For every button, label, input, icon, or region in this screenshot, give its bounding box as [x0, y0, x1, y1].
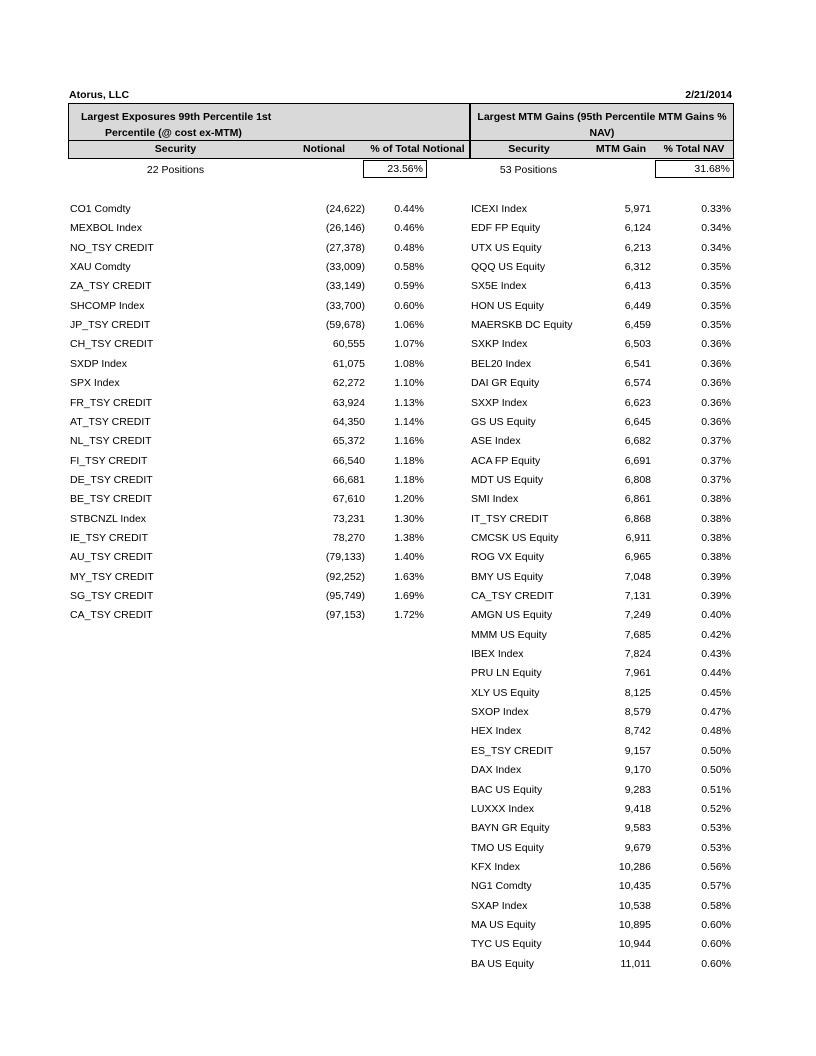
notional-cell: 66,540 — [332, 454, 365, 467]
pct-cell: 0.38% — [701, 512, 731, 525]
notional-cell: (95,749) — [325, 590, 365, 602]
pct-cell: 0.50% — [701, 744, 731, 757]
mtm-gain-cell: 6,691 — [624, 454, 651, 467]
security-cell: DAX Index — [471, 764, 522, 777]
notional-cell: 66,681 — [332, 473, 365, 486]
security-cell: EDF FP Equity — [471, 222, 541, 235]
pct-cell: 1.20% — [394, 493, 424, 506]
security-cell: HON US Equity — [471, 299, 544, 312]
security-cell: GS US Equity — [471, 415, 536, 428]
mtm-gain-cell: 6,868 — [624, 512, 651, 525]
security-cell: TYC US Equity — [471, 938, 542, 951]
pct-cell: 0.60% — [701, 918, 731, 931]
pct-cell: 0.36% — [701, 377, 731, 390]
pct-cell: 0.38% — [701, 493, 731, 506]
pct-cell: 1.18% — [394, 454, 424, 467]
security-cell: BAC US Equity — [471, 783, 543, 796]
security-cell: AMGN US Equity — [471, 609, 553, 622]
right-total-pct: 31.68% — [655, 160, 734, 178]
pct-cell: 0.53% — [701, 841, 731, 854]
security-cell: SPX Index — [70, 377, 120, 390]
mtm-gain-cell: 5,971 — [624, 203, 651, 215]
col-header-notional: Notional — [282, 141, 367, 159]
mtm-gain-cell: 9,170 — [624, 764, 651, 777]
left-total-pct: 23.56% — [363, 160, 427, 178]
pct-cell: 1.14% — [394, 415, 424, 428]
pct-cell: 0.39% — [701, 570, 731, 583]
notional-cell: 63,924 — [332, 396, 365, 409]
security-cell: KFX Index — [471, 860, 521, 873]
pct-cell: 1.06% — [394, 319, 424, 332]
security-cell: ICEXI Index — [471, 203, 528, 215]
pct-cell: 0.36% — [701, 357, 731, 370]
pct-cell: 1.69% — [394, 590, 424, 602]
security-cell: SG_TSY CREDIT — [70, 590, 154, 602]
security-cell: DE_TSY CREDIT — [70, 473, 153, 486]
pct-cell: 0.59% — [394, 280, 424, 293]
mtm-gain-cell: 7,961 — [624, 667, 651, 680]
mtm-gain-cell: 6,574 — [624, 377, 651, 390]
pct-cell: 0.44% — [394, 203, 424, 215]
notional-cell: (33,700) — [325, 299, 365, 312]
mtm-gain-cell: 7,048 — [624, 570, 651, 583]
security-cell: MDT US Equity — [471, 473, 544, 486]
security-cell: MEXBOL Index — [70, 222, 142, 235]
mtm-gain-cell: 8,125 — [624, 686, 651, 699]
security-cell: PRU LN Equity — [471, 667, 542, 680]
mtm-gain-cell: 10,435 — [618, 880, 651, 893]
col-header-security-right: Security — [469, 141, 588, 159]
mtm-gain-cell: 6,449 — [624, 299, 651, 312]
security-cell: SX5E Index — [471, 280, 527, 293]
pct-cell: 0.34% — [701, 222, 731, 235]
mtm-gain-cell: 9,583 — [624, 822, 651, 835]
security-cell: ZA_TSY CREDIT — [70, 280, 152, 293]
company-name: Atorus, LLC — [69, 89, 130, 101]
security-cell: AT_TSY CREDIT — [70, 415, 151, 428]
security-cell: CO1 Comdty — [70, 203, 131, 215]
pct-cell: 0.36% — [701, 415, 731, 428]
pct-cell: 0.52% — [701, 802, 731, 815]
notional-cell: (27,378) — [325, 241, 365, 254]
mtm-gain-cell: 10,286 — [618, 860, 651, 873]
pct-cell: 0.36% — [701, 396, 731, 409]
notional-cell: (33,009) — [325, 261, 365, 274]
pct-cell: 1.16% — [394, 435, 424, 448]
notional-cell: (59,678) — [325, 319, 365, 332]
pct-cell: 0.53% — [701, 822, 731, 835]
mtm-gain-cell: 7,249 — [624, 609, 651, 622]
col-header-security-left: Security — [68, 141, 283, 159]
pct-cell: 0.35% — [701, 299, 731, 312]
pct-cell: 1.63% — [394, 570, 424, 583]
notional-cell: (33,149) — [325, 280, 365, 293]
security-cell: FR_TSY CREDIT — [70, 396, 153, 409]
pct-cell: 0.38% — [701, 531, 731, 544]
security-cell: XLY US Equity — [471, 686, 540, 699]
left-positions-count: 22 Positions — [146, 164, 205, 176]
report-date: 2/21/2014 — [685, 89, 732, 101]
mtm-gain-cell: 8,579 — [624, 706, 651, 719]
notional-cell: 60,555 — [332, 338, 365, 351]
pct-cell: 1.10% — [394, 377, 424, 390]
security-cell: SHCOMP Index — [70, 299, 145, 312]
mtm-gain-cell: 6,911 — [625, 531, 651, 544]
mtm-gain-cell: 10,944 — [618, 938, 651, 951]
mtm-gain-cell: 6,682 — [624, 435, 651, 448]
security-cell: BA US Equity — [471, 957, 535, 970]
security-cell: SMI Index — [471, 493, 519, 506]
pct-cell: 0.45% — [701, 686, 731, 699]
mtm-gain-cell: 6,503 — [624, 338, 651, 351]
pct-cell: 0.34% — [701, 241, 731, 254]
mtm-gain-cell: 10,538 — [618, 899, 651, 912]
notional-cell: (24,622) — [325, 203, 365, 215]
security-cell: CMCSK US Equity — [471, 531, 559, 544]
security-cell: SXDP Index — [70, 357, 128, 370]
notional-cell: 67,610 — [332, 493, 365, 506]
pct-cell: 0.37% — [701, 435, 731, 448]
right-positions-count: 53 Positions — [499, 164, 558, 176]
security-cell: JP_TSY CREDIT — [70, 319, 151, 332]
pct-cell: 0.60% — [394, 299, 424, 312]
pct-cell: 0.60% — [701, 938, 731, 951]
security-cell: BAYN GR Equity — [471, 822, 550, 835]
pct-cell: 0.50% — [701, 764, 731, 777]
pct-cell: 0.43% — [701, 648, 731, 661]
notional-cell: 65,372 — [332, 435, 365, 448]
pct-cell: 0.47% — [701, 706, 731, 719]
mtm-gain-cell: 11,011 — [620, 957, 651, 970]
mtm-gain-cell: 6,213 — [624, 241, 651, 254]
pct-cell: 1.07% — [394, 338, 424, 351]
mtm-gain-cell: 6,861 — [624, 493, 651, 506]
security-cell: STBCNZL Index — [70, 512, 147, 525]
security-cell: MMM US Equity — [471, 628, 547, 641]
security-cell: ACA FP Equity — [471, 454, 541, 467]
security-cell: ASE Index — [471, 435, 521, 448]
mtm-gain-cell: 6,124 — [624, 222, 651, 235]
security-cell: IBEX Index — [471, 648, 524, 661]
mtm-gain-cell: 9,679 — [624, 841, 651, 854]
pct-cell: 1.38% — [394, 531, 424, 544]
security-cell: DAI GR Equity — [471, 377, 540, 390]
pct-cell: 1.30% — [394, 512, 424, 525]
mtm-gain-cell: 10,895 — [618, 918, 651, 931]
pct-cell: 0.48% — [701, 725, 731, 738]
security-cell: SXAP Index — [471, 899, 528, 912]
mtm-gain-cell: 9,157 — [624, 744, 651, 757]
pct-cell: 0.36% — [701, 338, 731, 351]
left-section-header — [68, 103, 470, 141]
mtm-gain-cell: 6,965 — [624, 551, 651, 564]
security-cell: ROG VX Equity — [471, 551, 544, 564]
notional-cell: (79,133) — [325, 551, 365, 564]
col-header-mtm-gain: MTM Gain — [587, 141, 656, 159]
pct-cell: 1.72% — [394, 609, 424, 622]
pct-cell: 0.39% — [701, 590, 731, 602]
security-cell: TMO US Equity — [471, 841, 544, 854]
security-cell: UTX US Equity — [471, 241, 542, 254]
security-cell: BE_TSY CREDIT — [70, 493, 153, 506]
pct-cell: 1.08% — [394, 357, 424, 370]
pct-cell: 0.51% — [701, 783, 731, 796]
mtm-gain-cell: 7,131 — [624, 590, 651, 602]
security-cell: IT_TSY CREDIT — [471, 512, 549, 525]
security-cell: XAU Comdty — [70, 261, 131, 274]
security-cell: FI_TSY CREDIT — [70, 454, 148, 467]
pct-cell: 0.58% — [394, 261, 424, 274]
security-cell: NL_TSY CREDIT — [70, 435, 152, 448]
mtm-gain-cell: 7,824 — [624, 648, 651, 661]
security-cell: CH_TSY CREDIT — [70, 338, 154, 351]
security-cell: NO_TSY CREDIT — [70, 241, 154, 254]
pct-cell: 0.42% — [701, 628, 731, 641]
security-cell: BMY US Equity — [471, 570, 544, 583]
pct-cell: 0.56% — [701, 860, 731, 873]
mtm-gain-cell: 7,685 — [624, 628, 651, 641]
pct-cell: 1.40% — [394, 551, 424, 564]
pct-cell: 1.13% — [394, 396, 424, 409]
right-section-header — [469, 103, 734, 141]
left-title-line1: Largest Exposures 99th Percentile 1st — [81, 111, 272, 123]
pct-cell: 0.37% — [701, 454, 731, 467]
pct-cell: 0.48% — [394, 241, 424, 254]
mtm-gain-cell: 6,808 — [624, 473, 651, 486]
security-cell: BEL20 Index — [471, 357, 532, 370]
security-cell: HEX Index — [471, 725, 522, 738]
pct-cell: 0.37% — [701, 473, 731, 486]
left-title-line2: Percentile (@ cost ex-MTM) — [105, 127, 242, 139]
col-header-pct-total-notional: % of Total Notional — [366, 141, 470, 159]
security-cell: CA_TSY CREDIT — [70, 609, 153, 622]
mtm-gain-cell: 6,541 — [624, 357, 651, 370]
security-cell: CA_TSY CREDIT — [471, 590, 554, 602]
mtm-gain-cell: 6,645 — [624, 415, 651, 428]
notional-cell: 78,270 — [332, 531, 365, 544]
security-cell: MA US Equity — [471, 918, 536, 931]
pct-cell: 0.44% — [701, 667, 731, 680]
security-cell: AU_TSY CREDIT — [70, 551, 153, 564]
mtm-gain-cell: 9,418 — [624, 802, 651, 815]
notional-cell: (97,153) — [325, 609, 365, 622]
pct-cell: 0.35% — [701, 319, 731, 332]
left-section-title — [81, 109, 301, 141]
mtm-gain-cell: 8,742 — [624, 725, 651, 738]
notional-cell: 61,075 — [332, 357, 365, 370]
pct-cell: 0.40% — [701, 609, 731, 622]
security-cell: SXOP Index — [471, 706, 529, 719]
pct-cell: 0.46% — [394, 222, 424, 235]
security-cell: QQQ US Equity — [471, 261, 546, 274]
right-section-title: Largest MTM Gains (95th Percentile MTM Gains % NAV) — [477, 111, 727, 139]
pct-cell: 0.33% — [701, 203, 731, 215]
security-cell: LUXXX Index — [471, 802, 535, 815]
col-header-pct-total-nav: % Total NAV — [655, 141, 734, 159]
notional-cell: 62,272 — [332, 377, 365, 390]
pct-cell: 0.60% — [701, 957, 731, 970]
notional-cell: 64,350 — [332, 415, 365, 428]
security-cell: SXXP Index — [471, 396, 528, 409]
security-cell: MY_TSY CREDIT — [70, 570, 154, 583]
notional-cell: (26,146) — [325, 222, 365, 235]
notional-cell: (92,252) — [325, 570, 365, 583]
security-cell: SXKP Index — [471, 338, 528, 351]
security-cell: ES_TSY CREDIT — [471, 744, 554, 757]
notional-cell: 73,231 — [332, 512, 365, 525]
mtm-gain-cell: 6,623 — [624, 396, 651, 409]
security-cell: MAERSKB DC Equity — [471, 319, 573, 332]
security-cell: NG1 Comdty — [471, 880, 532, 893]
pct-cell: 1.18% — [394, 473, 424, 486]
pct-cell: 0.58% — [701, 899, 731, 912]
mtm-gain-cell: 9,283 — [624, 783, 651, 796]
security-cell: IE_TSY CREDIT — [70, 531, 148, 544]
pct-cell: 0.35% — [701, 261, 731, 274]
pct-cell: 0.38% — [701, 551, 731, 564]
pct-cell: 0.57% — [701, 880, 731, 893]
mtm-gain-cell: 6,312 — [624, 261, 651, 274]
mtm-gain-cell: 6,459 — [624, 319, 651, 332]
mtm-gain-cell: 6,413 — [624, 280, 651, 293]
pct-cell: 0.35% — [701, 280, 731, 293]
